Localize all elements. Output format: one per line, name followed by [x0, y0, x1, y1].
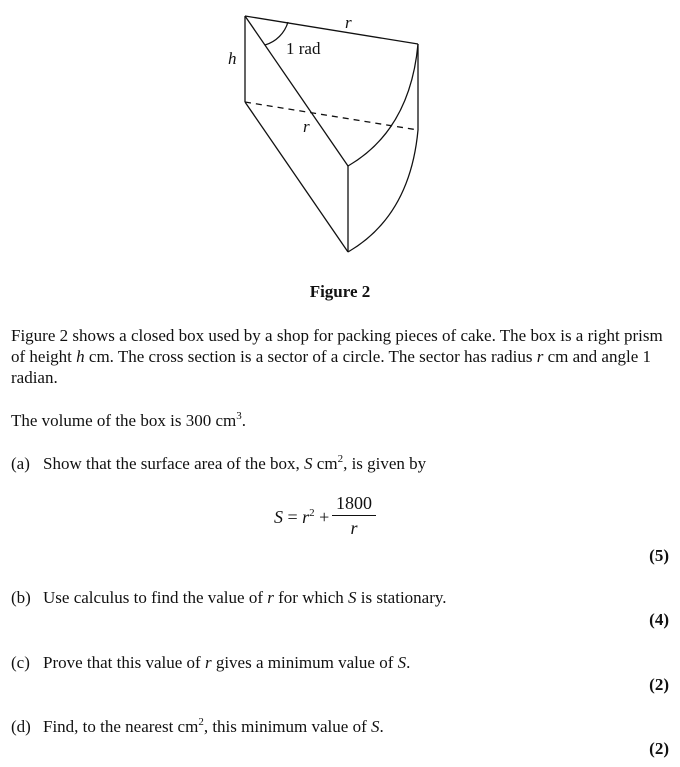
question-d-sup: 2	[198, 716, 204, 728]
question-a-text-3: , is given by	[343, 454, 427, 473]
intro-text-2: cm. The cross section is a sector of a circle. The sector has radius	[84, 347, 537, 366]
formula-fraction	[332, 492, 376, 539]
intro-h: h	[76, 347, 85, 366]
bottom-edge-diagonal	[245, 102, 348, 252]
intro-text-1: Figure 2 shows a closed box used by a shop for packing pieces of cake. The box is a right prism of height	[11, 326, 663, 366]
intro-text-3: cm and angle 1 radian.	[11, 347, 651, 387]
question-d-label: (d)	[11, 717, 31, 736]
question-c-text-1: Prove that this value of	[43, 653, 205, 672]
question-c-text-3: .	[406, 653, 411, 672]
angle-arc	[265, 22, 288, 45]
label-h: h	[228, 49, 237, 68]
volume-end: .	[241, 411, 246, 430]
question-d	[11, 716, 384, 737]
question-a-text-2: cm	[312, 454, 338, 473]
fraction-bar	[332, 515, 376, 516]
hidden-bottom-edge	[245, 102, 418, 130]
question-d-text-3: .	[379, 717, 384, 736]
formula-r: r	[302, 507, 310, 527]
volume-sup: 3	[236, 410, 242, 422]
question-b-S: S	[348, 588, 357, 607]
question-d-text-2: , this minimum value of	[203, 717, 371, 736]
question-a-S: S	[304, 454, 313, 473]
question-a-sup: 2	[337, 453, 344, 465]
intro-paragraph	[11, 325, 673, 388]
question-a-text-1: Show that the surface area of the box,	[43, 454, 305, 473]
question-c-S: S	[397, 653, 407, 672]
formula-S: S	[274, 507, 283, 527]
question-b-r: r	[267, 588, 274, 607]
question-c-label: (c)	[11, 653, 30, 672]
question-c-text-2: gives a minimum value of	[211, 653, 398, 672]
formula-equals: =	[283, 507, 303, 527]
volume-text: The volume of the box is 300 cm	[11, 411, 237, 430]
question-c-r: r	[204, 653, 212, 672]
fraction-denominator: r	[350, 518, 358, 538]
formula-plus: +	[314, 507, 330, 527]
formula-lhs	[274, 507, 329, 528]
question-b	[11, 587, 447, 608]
top-arc	[348, 44, 418, 166]
marks-d: (2)	[649, 739, 669, 758]
question-c	[11, 652, 410, 673]
marks-a: (5)	[649, 546, 669, 565]
question-a	[11, 453, 426, 474]
question-b-text-3: is stationary.	[356, 588, 447, 607]
label-angle: 1 rad	[286, 39, 321, 58]
marks-c: (2)	[649, 675, 669, 694]
question-d-text-1: Find, to the nearest cm	[43, 717, 199, 736]
question-a-label: (a)	[11, 454, 30, 473]
question-b-label: (b)	[11, 588, 31, 607]
bottom-arc	[348, 130, 418, 252]
label-r-top: r	[345, 13, 352, 32]
top-edge-r	[245, 16, 418, 44]
question-b-text-1: Use calculus to find the value of	[43, 588, 268, 607]
formula-sup: 2	[309, 507, 315, 519]
question-d-S: S	[370, 717, 380, 736]
intro-r: r	[536, 347, 544, 366]
surface-area-formula	[272, 492, 412, 542]
figure-caption: Figure 2	[309, 282, 371, 301]
marks-b: (4)	[649, 610, 669, 629]
label-r-mid: r	[303, 117, 310, 136]
fraction-numerator: 1800	[336, 493, 372, 513]
volume-paragraph	[11, 410, 673, 431]
question-b-text-2: for which	[273, 588, 348, 607]
prism-figure	[0, 0, 680, 270]
sector-prism-diagram	[0, 0, 680, 270]
